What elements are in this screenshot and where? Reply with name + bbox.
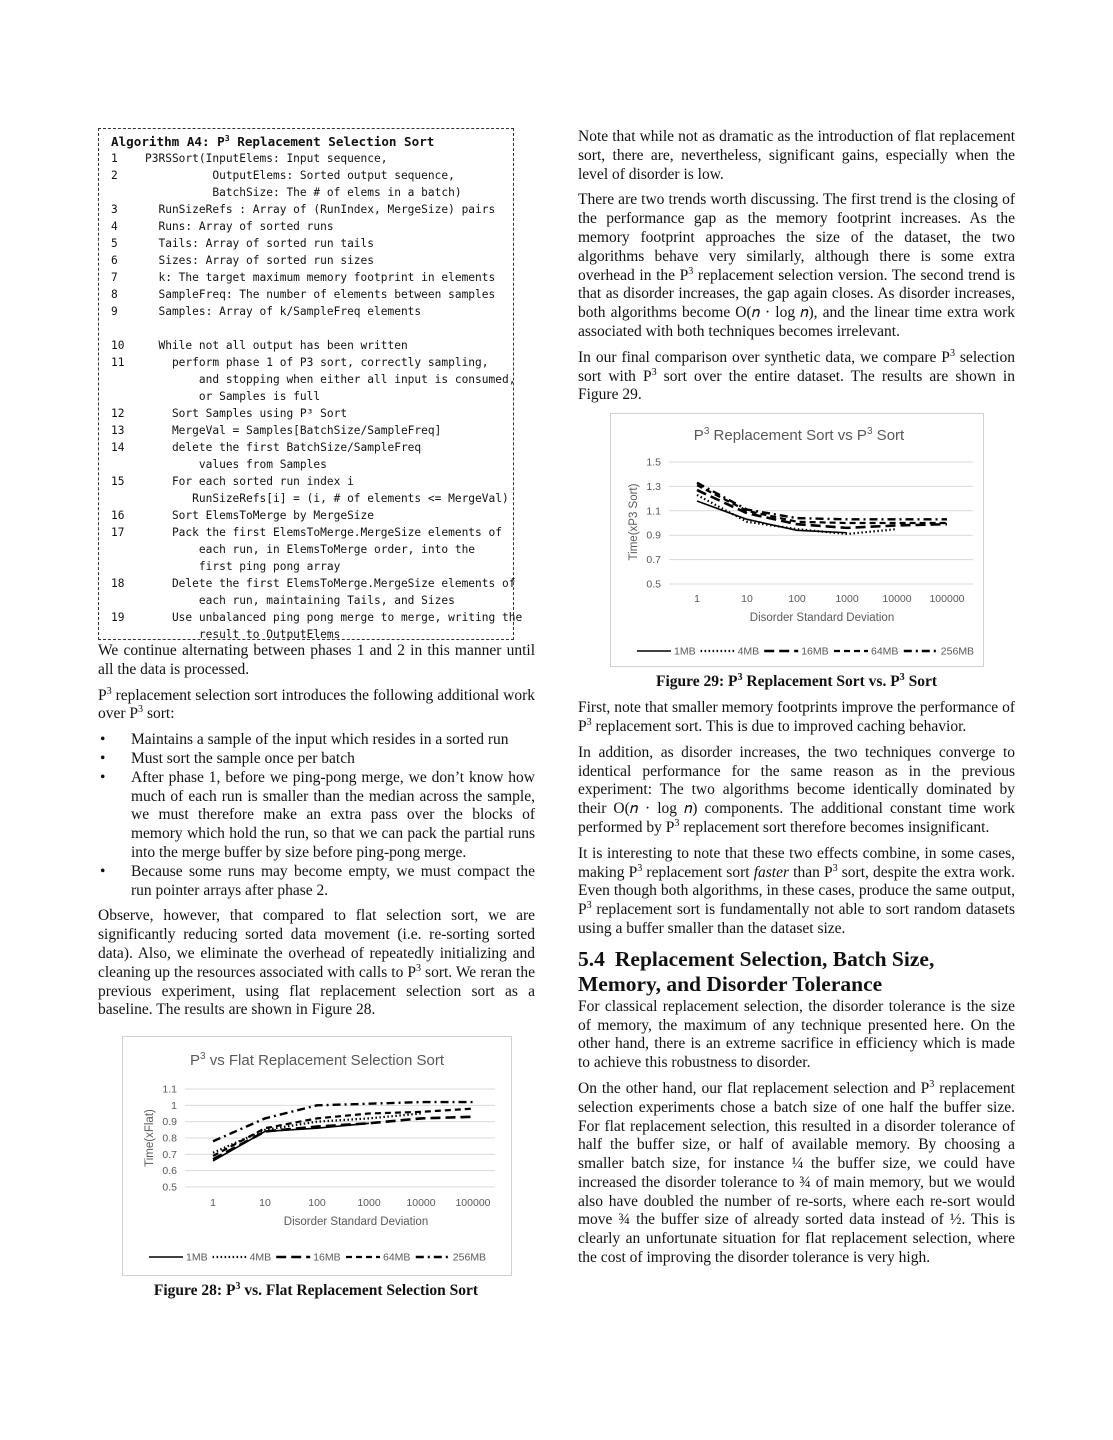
- line-number: 1: [111, 152, 118, 165]
- line-code: Runs: Array of sorted runs: [145, 220, 334, 233]
- y-tick-label: 1.5: [646, 456, 661, 469]
- x-axis-label: Disorder Standard Deviation: [283, 1216, 429, 1229]
- algorithm-line: [111, 303, 513, 320]
- y-tick-label: 1: [171, 1099, 177, 1112]
- paragraph-first-note: First, note that smaller memory footprints improve the performance of $P^3$ replacement sort. This is due to improved caching behavior.: [578, 699, 1015, 735]
- x-tick-label: 10: [741, 593, 753, 606]
- algorithm-box: [98, 128, 523, 641]
- line-code: or Samples is full: [145, 390, 321, 403]
- y-axis-label: Time(xP3 Sort): [628, 483, 640, 561]
- algorithm-line: [111, 286, 513, 303]
- line-number: 5: [111, 237, 118, 250]
- legend-label: 1MB: [674, 645, 696, 658]
- paragraph-other-hand: On the other hand, our flat replacement selection and $P^3$ replacement selection experiments chose a batch size of one half the buffer size. For flat replacement selection, this resulted in a disorder tolerance of half the buffer size, or half of available memory. By choosing a smaller batch size, for instance ¼ the buffer size, we could have increased the disorder tolerance to ¾ of main memory, but we would also have doubled the number of re-sorts, where each re-sort would move ¾ the buffer size of already sorted data instead of ½. This is clearly an unfortunate situation for flat replacement selection, where the cost of improving the disorder tolerance is very high.: [578, 1078, 1015, 1267]
- line-number: [111, 592, 145, 609]
- x-tick-label: 100000: [455, 1197, 491, 1210]
- algorithm-line: [111, 337, 513, 354]
- additional-work-list: [98, 731, 535, 900]
- line-number: 15: [111, 475, 125, 488]
- algorithm-line: [111, 218, 513, 235]
- line-code: result to OutputElems: [145, 628, 341, 641]
- line-code: each run, in ElemsToMerge order, into the: [145, 543, 476, 556]
- line-code: first ping pong array: [145, 560, 341, 573]
- line-code: OutputElems: Sorted output sequence,: [145, 169, 455, 182]
- line-number: 7: [111, 271, 118, 284]
- blank-line: [111, 320, 513, 337]
- x-tick-label: 1000: [357, 1197, 381, 1210]
- algorithm-line: [111, 405, 513, 422]
- y-tick-label: 0.7: [646, 554, 661, 567]
- algorithm-line: [111, 235, 513, 252]
- legend-label: 256MB: [940, 645, 975, 658]
- legend-label: 64MB: [871, 645, 899, 658]
- paragraph-in-addition: In addition, as disorder increases, the two techniques converge to identical performance for the same reason as in the previous experiment: The two algorithms become identically dominated by their O(𝑛 · log 𝑛) components. The additional constant time work performed by $P^3$ replacement sort therefore becomes insignificant.: [578, 743, 1015, 836]
- figure-28-caption: Figure 28: $P^3$ vs. Flat Replacement Selection Sort: [153, 1280, 479, 1300]
- paragraph-note: Note that while not as dramatic as the introduction of flat replacement sort, there are, nevertheless, significant gains, especially when the level of disorder is low.: [578, 128, 1015, 183]
- line-code: RunSizeRefs[i] = (i, # of elements <= MergeVal): [145, 492, 509, 505]
- line-number: [111, 541, 145, 558]
- algorithm-line: [111, 456, 513, 473]
- line-number: [111, 490, 145, 507]
- line-number: 3: [111, 203, 118, 216]
- line-number: 8: [111, 288, 118, 301]
- list-item: • Must sort the sample once per batch: [98, 750, 535, 769]
- algorithm-line: [111, 541, 513, 558]
- algorithm-lines: [111, 150, 523, 643]
- line-number: 12: [111, 407, 125, 420]
- legend-label: 16MB: [801, 645, 829, 658]
- line-number: [111, 388, 145, 405]
- line-code: P3RSSort(InputElems: Input sequence,: [145, 152, 388, 165]
- line-code: SampleFreq: The number of elements between samples: [145, 288, 496, 301]
- y-tick-label: 0.5: [646, 578, 661, 591]
- algorithm-line: [111, 269, 513, 286]
- series-line-1mb: [213, 1123, 369, 1161]
- series-line-256mb: [697, 483, 947, 520]
- y-tick-label: 1.3: [646, 481, 661, 494]
- algorithm-line: [111, 524, 513, 541]
- algorithm-line: [111, 252, 513, 269]
- series-line-64mb: [213, 1109, 473, 1156]
- section-heading: 5.4 Replacement Selection, Batch Size, Memory, and Disorder Tolerance: [578, 946, 935, 996]
- line-code: Samples: Array of k/SampleFreq elements: [145, 305, 422, 318]
- y-tick-label: 0.5: [162, 1181, 177, 1194]
- line-number: 4: [111, 220, 118, 233]
- y-tick-label: 0.9: [162, 1116, 177, 1129]
- chart-title: $P^3$ vs Flat Replacement Selection Sort: [189, 1051, 445, 1070]
- algorithm-line: [111, 371, 516, 388]
- line-code: k: The target maximum memory footprint in elements: [145, 271, 496, 284]
- y-tick-label: 1.1: [646, 505, 661, 518]
- algorithm-line: [111, 388, 513, 405]
- x-axis-label: Disorder Standard Deviation: [749, 612, 895, 625]
- line-code: Use unbalanced ping pong merge to merge, writing the: [145, 611, 523, 624]
- algorithm-line: [111, 150, 513, 167]
- paragraph-additional-work: $P^3$ replacement selection sort introduces the following additional work over $P^3$ sort:: [98, 685, 535, 723]
- line-code: Sort ElemsToMerge by MergeSize: [145, 509, 375, 522]
- line-number: 11: [111, 356, 125, 369]
- line-code: perform phase 1 of P3 sort, correctly sampling,: [145, 356, 489, 369]
- x-tick-label: 1: [210, 1197, 216, 1210]
- line-number: [111, 371, 145, 388]
- chart-legend: [149, 1252, 486, 1264]
- line-number: [111, 558, 145, 575]
- line-code: Sizes: Array of sorted run sizes: [145, 254, 375, 267]
- line-code: Delete the first ElemsToMerge.MergeSize elements of: [145, 577, 516, 590]
- line-chart: [123, 1037, 511, 1275]
- line-code: delete the first BatchSize/SampleFreq: [145, 441, 422, 454]
- chart-legend: [637, 646, 974, 658]
- legend-label: 1MB: [186, 1251, 208, 1264]
- line-code: MergeVal = Samples[BatchSize/SampleFreq]: [145, 424, 442, 437]
- algorithm-line: [111, 201, 513, 218]
- y-tick-label: 1.1: [162, 1083, 177, 1096]
- y-tick-label: 0.6: [162, 1165, 177, 1178]
- chart-title: $P^3$ Replacement Sort vs $P^3$ Sort: [693, 426, 905, 445]
- line-number: [111, 184, 145, 201]
- line-code: For each sorted run index i: [145, 475, 354, 488]
- line-code: and stopping when either all input is consumed,: [145, 373, 516, 386]
- algorithm-title: Algorithm A4: $P^3$ Replacement Selection Sort: [111, 132, 435, 149]
- x-tick-label: 10000: [882, 593, 912, 606]
- algorithm-line: [111, 592, 513, 609]
- line-code: values from Samples: [145, 458, 327, 471]
- list-item: • After phase 1, before we ping-pong merge, we don’t know how much of each run is smaller than the median across the sample, we must therefore make an extra pass over the blocks of memory which hold the run, so that we can pack the partial runs into the merge buffer by size before ping-pong merge.: [98, 769, 535, 863]
- algorithm-line: [111, 490, 513, 507]
- right-column: [578, 128, 1015, 1275]
- x-tick-label: 100: [788, 593, 806, 606]
- y-tick-label: 0.7: [162, 1148, 177, 1161]
- line-number: 17: [111, 526, 125, 539]
- algorithm-line: [111, 439, 513, 456]
- figure-29-caption: Figure 29: $P^3$ Replacement Sort vs. $P^3$ Sort: [656, 672, 937, 691]
- y-tick-label: 0.8: [162, 1132, 177, 1145]
- line-number: 14: [111, 441, 125, 454]
- line-number: 19: [111, 611, 125, 624]
- y-tick-label: 0.9: [646, 529, 661, 542]
- algorithm-line: [111, 167, 513, 184]
- x-tick-label: 10000: [406, 1197, 436, 1210]
- line-code: Tails: Array of sorted run tails: [145, 237, 375, 250]
- algorithm-line: [111, 354, 513, 371]
- algorithm-line: [111, 575, 516, 592]
- line-number: 16: [111, 509, 125, 522]
- algorithm-line: [111, 507, 513, 524]
- x-tick-label: 10: [259, 1197, 271, 1210]
- paragraph-classical: For classical replacement selection, the disorder tolerance is the size of memory, the maximum of any technique presented here. On the other hand, there is an extreme sacrifice in efficiency which is made to achieve this robustness to disorder.: [578, 997, 1015, 1072]
- x-tick-label: 1000: [835, 593, 859, 606]
- line-number: 18: [111, 577, 125, 590]
- line-number: 10: [111, 339, 125, 352]
- left-column: [98, 128, 535, 1308]
- algorithm-line: [111, 422, 513, 439]
- list-item: • Because some runs may become empty, we must compact the run pointer arrays after phase 2.: [98, 863, 535, 901]
- paragraph-interesting: It is interesting to note that these two effects combine, in some cases, making $P^3$ replacement sort faster than $P^3$ sort, despite the extra work. Even though both algorithms, in these cases, produce the same output, $P^3$ replacement sort is fundamentally not able to sort random datasets using a buffer smaller than the dataset size.: [578, 844, 1016, 937]
- legend-label: 4MB: [249, 1251, 272, 1264]
- figure-28-chart: [122, 1036, 512, 1276]
- x-tick-label: 1: [694, 593, 700, 606]
- line-number: 9: [111, 305, 118, 318]
- algorithm-line: [111, 626, 513, 643]
- line-code: Pack the first ElemsToMerge.MergeSize elements of: [145, 526, 502, 539]
- algorithm-line: [111, 184, 513, 201]
- line-number: [111, 626, 145, 643]
- line-code: RunSizeRefs : Array of (RunIndex, MergeSize) pairs: [145, 203, 496, 216]
- line-code: While not all output has been written: [145, 339, 408, 352]
- legend-label: 64MB: [383, 1251, 411, 1264]
- line-number: 2: [111, 169, 118, 182]
- line-code: each run, maintaining Tails, and Sizes: [145, 594, 455, 607]
- line-number: 13: [111, 424, 125, 437]
- x-tick-label: 100000: [929, 593, 965, 606]
- paragraph-continue: We continue alternating between phases 1 and 2 in this manner until all the data is processed.: [98, 642, 535, 678]
- paragraph-observe: Observe, however, that compared to flat selection sort, we are significantly reducing sorted data movement (i.e. re-sorting sorted data). Also, we eliminate the overhead of repeatedly initializing and cleaning up the resources associated with calls to $P^3$ sort. We reran the previous experiment, using flat replacement selection sort as a baseline. The results are shown in Figure 28.: [98, 907, 535, 1019]
- legend-label: 16MB: [313, 1251, 341, 1264]
- algorithm-line: [111, 473, 513, 490]
- algorithm-line: [111, 609, 523, 626]
- line-code: BatchSize: The # of elems in a batch): [145, 186, 462, 199]
- algorithm-line: [111, 558, 513, 575]
- line-number: 6: [111, 254, 118, 267]
- y-axis-label: Time(xFlat): [144, 1109, 156, 1167]
- paragraph-two-trends: There are two trends worth discussing. The first trend is the closing of the performance gap as the memory footprint increases. As the memory footprint approaches the size of the dataset, the two algorithms behave very similarly, although there is some extra overhead in the $P^3$ replacement selection version. The second trend is that as disorder increases, the gap again closes. As disorder increases, both algorithms become O(𝑛 · log 𝑛), and the linear time extra work associated with both techniques becomes irrelevant.: [578, 191, 1015, 340]
- line-chart: [611, 414, 983, 666]
- line-number: [111, 456, 145, 473]
- figure-29-chart: [610, 413, 984, 667]
- legend-label: 4MB: [737, 645, 760, 658]
- line-code: Sort Samples using P³ Sort: [145, 407, 348, 420]
- list-item: • Maintains a sample of the input which resides in a sorted run: [98, 731, 535, 750]
- x-tick-label: 100: [308, 1197, 326, 1210]
- legend-label: 256MB: [452, 1251, 487, 1264]
- paragraph-final-comparison: In our final comparison over synthetic data, we compare $P^3$ selection sort with $P^3$ sort over the entire dataset. The results are shown in Figure 29.: [578, 347, 1015, 404]
